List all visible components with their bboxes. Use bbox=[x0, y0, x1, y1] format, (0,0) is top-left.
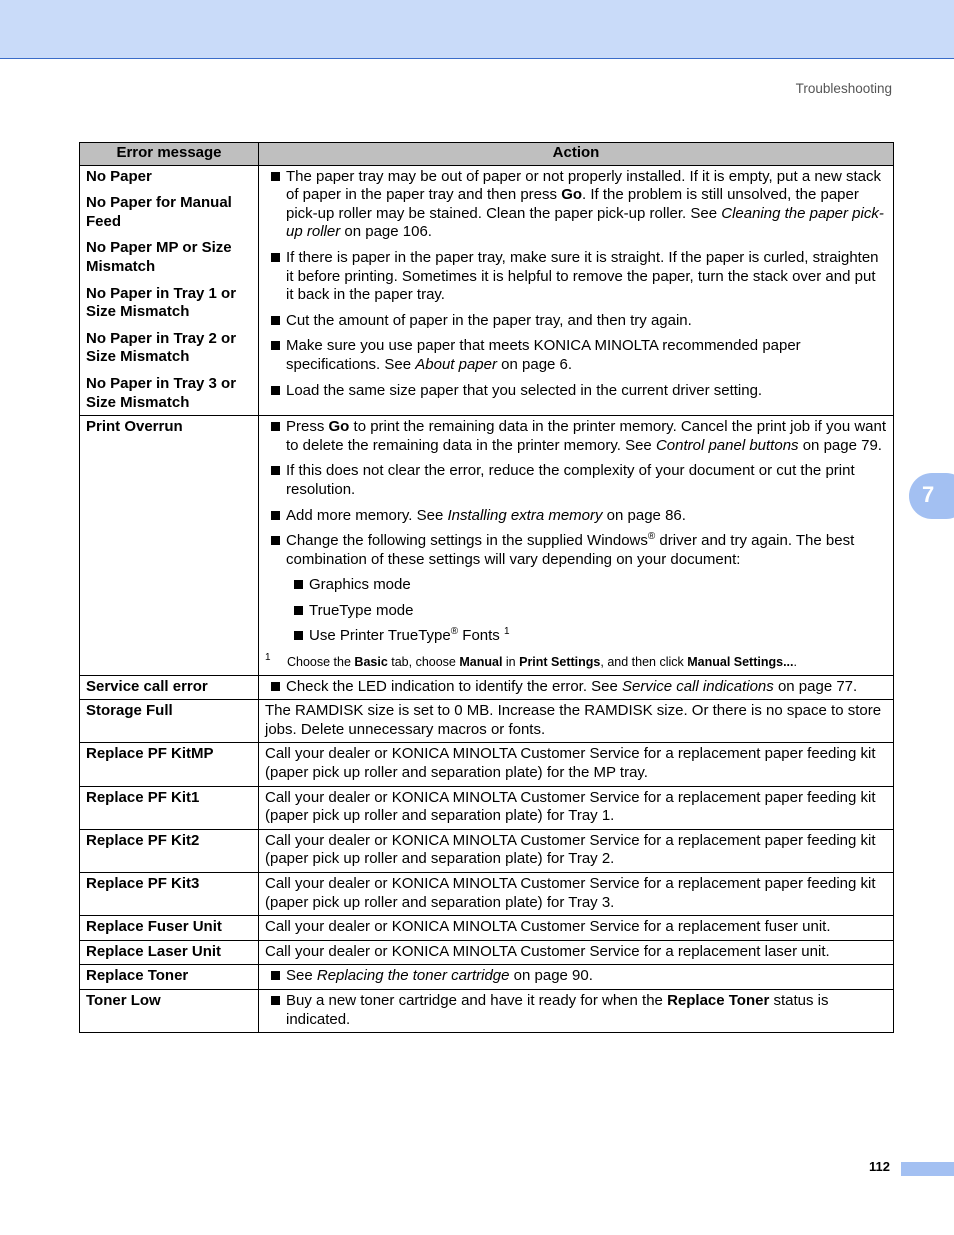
action-text: Call your dealer or KONICA MINOLTA Customer Service for a replacement laser unit. bbox=[265, 942, 830, 960]
action-text: The RAMDISK size is set to 0 MB. Increase the RAMDISK size. Or there is no space to store jobs. Delete unnecessary macros or fonts. bbox=[265, 702, 882, 738]
table-row bbox=[80, 989, 894, 1032]
bold-text: Manual Settings... bbox=[687, 655, 794, 670]
text-run: Make sure you use paper that meets KONICA MINOLTA recommended paper specifications. See bbox=[286, 337, 801, 373]
page-number-bar bbox=[901, 1162, 954, 1176]
error-message: Replace PF Kit2 bbox=[86, 831, 200, 849]
table-row bbox=[80, 965, 894, 990]
table-row bbox=[80, 940, 894, 965]
text-run: on page 6. bbox=[496, 355, 573, 373]
footnote bbox=[265, 653, 887, 672]
error-message: No Paper MP or Size Mismatch bbox=[86, 239, 232, 275]
error-message-cell bbox=[80, 965, 259, 990]
action-bullet bbox=[265, 418, 887, 455]
action-text: Call your dealer or KONICA MINOLTA Customer Service for a replacement paper feeding kit (paper pick up roller and separation plate) for Tray 2. bbox=[265, 831, 876, 868]
action-bullet bbox=[265, 337, 887, 374]
superscript-text: ® bbox=[647, 531, 656, 543]
error-table bbox=[79, 142, 894, 1033]
text-run: . bbox=[793, 655, 797, 670]
table-row bbox=[80, 786, 894, 829]
italic-reference: Replacing the toner cartridge bbox=[316, 967, 510, 985]
bold-text: Go bbox=[561, 186, 583, 204]
italic-reference: Cleaning the paper pick-up roller bbox=[286, 204, 884, 241]
error-message: Replace Laser Unit bbox=[86, 942, 222, 960]
text-run: TrueType mode bbox=[309, 601, 414, 619]
action-bullet bbox=[265, 462, 887, 499]
bold-text: Go bbox=[328, 418, 350, 436]
error-message: Storage Full bbox=[86, 702, 173, 720]
action-bullet bbox=[265, 507, 887, 526]
action-cell bbox=[259, 675, 894, 700]
table-row bbox=[80, 416, 894, 676]
table-row bbox=[80, 873, 894, 916]
action-bullet bbox=[265, 168, 887, 242]
error-message-cell bbox=[80, 416, 259, 676]
action-cell bbox=[259, 743, 894, 786]
chapter-tab bbox=[909, 473, 954, 519]
action-cell bbox=[259, 965, 894, 990]
error-message: Toner Low bbox=[86, 991, 161, 1009]
error-message: No Paper bbox=[86, 167, 152, 185]
section-title: Troubleshooting bbox=[795, 81, 892, 96]
bold-text: Manual bbox=[459, 655, 503, 670]
error-message-cell bbox=[80, 916, 259, 941]
error-message: No Paper in Tray 2 or Size Mismatch bbox=[86, 329, 237, 366]
table-row bbox=[80, 829, 894, 872]
text-run: Choose the bbox=[287, 655, 355, 670]
chapter-number: 7 bbox=[922, 482, 935, 507]
action-cell bbox=[259, 829, 894, 872]
table-body bbox=[80, 165, 894, 1033]
action-cell bbox=[259, 873, 894, 916]
table-row bbox=[80, 165, 894, 416]
italic-reference: Service call indications bbox=[622, 677, 774, 695]
text-run: on page 79. bbox=[798, 436, 882, 454]
error-message-cell bbox=[80, 165, 259, 416]
error-message: No Paper in Tray 3 or Size Mismatch bbox=[86, 374, 237, 411]
error-message: Replace Fuser Unit bbox=[86, 918, 222, 936]
action-bullet bbox=[265, 249, 887, 305]
action-text: Call your dealer or KONICA MINOLTA Customer Service for a replacement fuser unit. bbox=[265, 918, 831, 936]
table-row bbox=[80, 743, 894, 786]
error-message: Replace PF Kit1 bbox=[86, 788, 200, 806]
text-run: status is indicated. bbox=[286, 991, 829, 1028]
error-message: Replace Toner bbox=[86, 967, 189, 985]
error-message: No Paper in Tray 1 or Size Mismatch bbox=[86, 284, 237, 321]
text-run: Press bbox=[286, 418, 329, 436]
action-cell bbox=[259, 416, 894, 676]
text-run: Graphics mode bbox=[309, 576, 411, 594]
text-run: tab, choose bbox=[387, 655, 460, 670]
table-row bbox=[80, 916, 894, 941]
text-run: If this does not clear the error, reduce the complexity of your document or cut the print resolution. bbox=[286, 462, 855, 498]
action-sub-bullet bbox=[288, 627, 887, 646]
action-bullet bbox=[265, 312, 887, 331]
text-run: If there is paper in the paper tray, make sure it is straight. If the paper is curled, straighten it before printing. Sometimes it is helpful to remove the paper, turn the stack over and put it back in the paper tray. bbox=[286, 248, 879, 304]
action-bullet bbox=[265, 382, 887, 401]
text-run: in bbox=[502, 655, 520, 670]
text-run: Add more memory. See bbox=[286, 506, 448, 524]
error-message-cell bbox=[80, 675, 259, 700]
page-number: 112 bbox=[869, 1159, 890, 1174]
column-header-action: Action bbox=[259, 143, 894, 166]
text-run: on page 106. bbox=[340, 223, 432, 241]
bold-text: Basic bbox=[354, 655, 388, 670]
italic-reference: About paper bbox=[415, 355, 497, 373]
table-row bbox=[80, 675, 894, 700]
error-message-cell bbox=[80, 829, 259, 872]
text-run: to print the remaining data in the printer memory. Cancel the print job if you want to delete the remaining data in the printer memory. See bbox=[286, 418, 887, 454]
error-message: Replace PF Kit3 bbox=[86, 875, 200, 892]
footnote-number: 1 bbox=[265, 652, 271, 664]
error-message-cell bbox=[80, 743, 259, 786]
error-message-cell bbox=[80, 786, 259, 829]
text-run: Load the same size paper that you selected in the current driver setting. bbox=[286, 381, 763, 399]
action-bullet bbox=[265, 532, 887, 569]
action-cell bbox=[259, 700, 894, 743]
action-sub-bullet bbox=[288, 576, 887, 595]
text-run: , and then click bbox=[600, 655, 688, 670]
text-run: on page 77. bbox=[773, 677, 858, 695]
action-bullet bbox=[265, 678, 887, 697]
text-run: The paper tray may be out of paper or not properly installed. If it is empty, put a new stack of paper in the paper tray and then press bbox=[286, 167, 882, 204]
action-cell bbox=[259, 916, 894, 941]
italic-reference: Installing extra memory bbox=[447, 506, 603, 524]
text-run: on page 86. bbox=[602, 506, 686, 524]
superscript-text: 1 bbox=[503, 626, 510, 638]
action-cell bbox=[259, 940, 894, 965]
text-run: Fonts bbox=[458, 627, 504, 645]
error-message-cell bbox=[80, 940, 259, 965]
error-message-cell bbox=[80, 873, 259, 916]
text-run: on page 90. bbox=[509, 967, 593, 985]
superscript-text: ® bbox=[450, 626, 459, 638]
action-bullet bbox=[265, 967, 887, 986]
error-message: Replace PF KitMP bbox=[86, 745, 214, 763]
text-run: Cut the amount of paper in the paper tray, and then try again. bbox=[286, 311, 692, 329]
action-text: Call your dealer or KONICA MINOLTA Customer Service for a replacement paper feeding kit (paper pick up roller and separation plate) for Tray 1. bbox=[265, 788, 876, 825]
bold-text: Print Settings bbox=[519, 655, 601, 670]
action-text: Call your dealer or KONICA MINOLTA Customer Service for a replacement paper feeding kit (paper pick up roller and separation plate) for the MP tray. bbox=[265, 745, 876, 782]
bold-text: Replace Toner bbox=[667, 991, 770, 1009]
text-run: Check the LED indication to identify the error. See bbox=[286, 677, 623, 695]
action-sub-bullet bbox=[288, 602, 887, 621]
text-run: Use Printer TrueType bbox=[309, 627, 451, 645]
error-message: Print Overrun bbox=[86, 418, 183, 436]
text-run: driver and try again. The best combination of these settings will vary depending on your document: bbox=[286, 532, 855, 568]
text-run: Change the following settings in the supplied Windows bbox=[286, 532, 648, 550]
error-message: No Paper for Manual Feed bbox=[86, 194, 232, 230]
error-message: Service call error bbox=[86, 677, 208, 695]
table-header-row bbox=[80, 143, 894, 166]
text-run: Buy a new toner cartridge and have it ready for when the bbox=[286, 991, 668, 1009]
action-cell bbox=[259, 989, 894, 1032]
action-text: Call your dealer or KONICA MINOLTA Customer Service for a replacement paper feeding kit (paper pick up roller and separation plate) for Tray 3. bbox=[265, 875, 876, 911]
italic-reference: Control panel buttons bbox=[655, 436, 799, 454]
table-row bbox=[80, 700, 894, 743]
text-run: . If the problem is still unsolved, the paper pick-up roller may be stained. Clean the paper pick-up roller. See bbox=[286, 186, 859, 222]
text-run: See bbox=[286, 967, 317, 985]
action-cell bbox=[259, 786, 894, 829]
column-header-error-message: Error message bbox=[80, 143, 259, 166]
action-cell bbox=[259, 165, 894, 416]
error-message-cell bbox=[80, 989, 259, 1032]
action-bullet bbox=[265, 992, 887, 1029]
error-message-cell bbox=[80, 700, 259, 743]
header-band bbox=[0, 0, 954, 59]
